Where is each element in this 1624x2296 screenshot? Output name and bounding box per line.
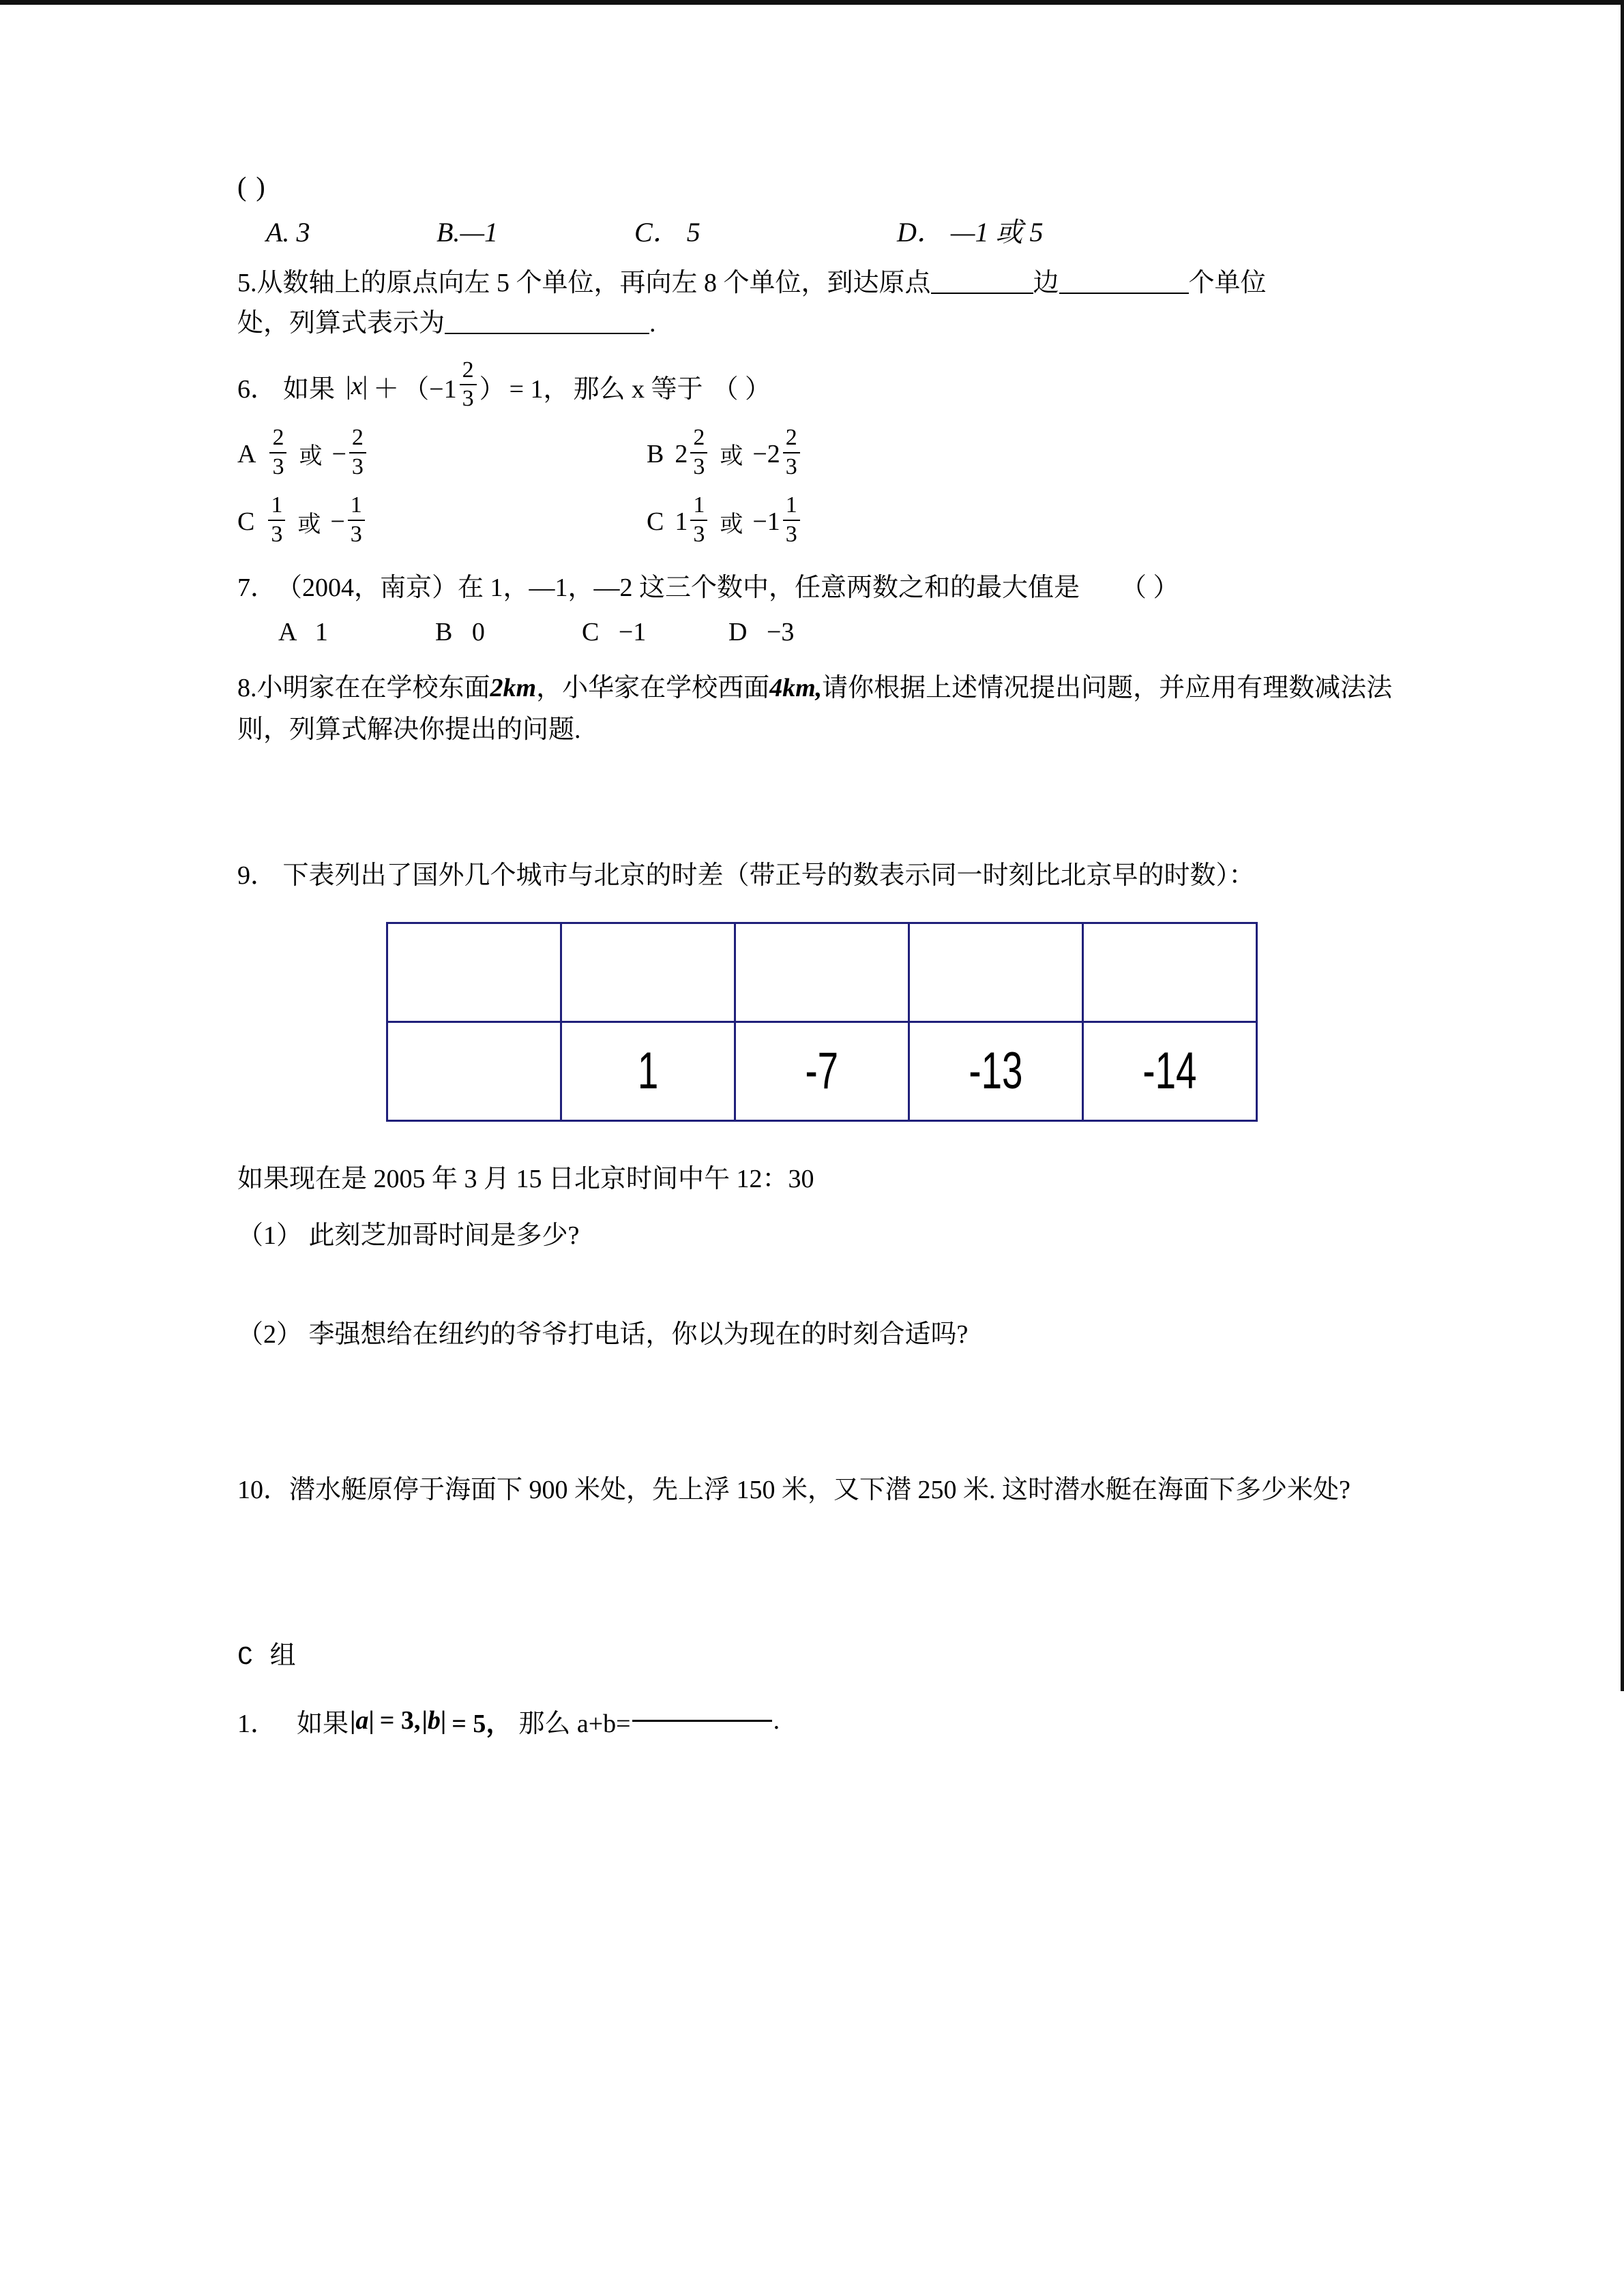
q9-sub-question-2: （2） 李强想给在纽约的爷爷打电话，你以为现在的时刻合适吗? [237,1320,969,1349]
q6-open-paren: （−1 [403,374,457,404]
q6-opt-d-frac-1: $\frac{1}{3}$ [690,494,707,546]
q6-abs-x: | x | [344,371,369,401]
question-8 [237,668,1397,751]
table-cell[interactable] [735,923,909,1022]
table-cell[interactable]: -14 [1083,1022,1257,1120]
q6-number: 6． [237,374,277,404]
q7-choices [278,617,1411,647]
q6-opt-c-frac-2: $\frac{1}{3}$ [348,494,365,546]
group-c-heading: C 组 [237,1642,297,1672]
table-cell[interactable] [909,923,1083,1022]
q6-plus: ＋ [373,374,400,404]
q7-number: 7． [237,573,277,602]
q6-options-row-1 [237,425,1411,480]
q5-blank-2[interactable] [1059,293,1189,294]
question-9-stem [237,854,1411,891]
q5-number: 5. [237,269,257,297]
q4-choice-c: C． 5 [634,217,700,248]
group-c-item-1 [237,1702,1411,1740]
table-row [387,923,1257,1022]
q8-text-1: 小明家在在学校东面 [256,673,490,702]
q8-text-2: ，小华家在学校西面 [536,673,770,702]
q6-options-row-2 [237,492,1411,548]
q7-choice-b: B 0 [435,617,485,646]
question-6-stem [237,357,1411,413]
q4-answer-paren: ( ) [237,171,267,202]
q4-choice-d: D． —1 或 5 [897,217,1044,248]
q5-text-5: . [649,308,656,338]
table-cell[interactable]: -13 [909,1022,1083,1120]
c1-lead: 如果 [297,1709,349,1738]
q5-blank-3[interactable] [445,333,649,334]
c1-number: 1． [237,1709,277,1738]
q9-text: 下表列出了国外几个城市与北京的时差（带正号的数表示同一时刻比北京早的时数）： [282,861,1255,890]
q6-equals: = 1， [509,374,570,404]
q6-tail: 那么 x 等于 [573,374,703,404]
table-cell[interactable]: 1 [561,1022,735,1120]
page-scan-edge-top [0,0,1624,5]
table-cell[interactable]: -7 [735,1022,909,1120]
q6-opt-d-frac-2: $\frac{1}{3}$ [783,494,800,546]
q6-option-a: A $\frac{2}{3}$ 或 − $\frac{2}{3}$ [237,428,647,480]
page-content [237,170,1411,1740]
q4-choices [266,211,1411,250]
c1-abs-b: | b | [420,1705,447,1735]
q7-choice-c: C −1 [582,617,647,646]
q9-condition: 如果现在是 2005 年 3 月 15 日北京时间中午 12：30 [237,1164,814,1193]
c1-eq-a: = 3, [379,1706,421,1735]
page-scan-edge-right [1621,0,1624,1691]
q6-option-d: C 1 $\frac{1}{3}$ 或 − 1 $\frac{1}{3}$ [647,495,803,548]
q8-number: 8. [237,673,257,702]
q7-text: （2004，南京）在 1，—1，—2 这三个数中，任意两数之和的最大值是 [276,573,1080,602]
q10-text: 潜水艇原停于海面下 900 米处，先上浮 150 米，又下潜 250 米. 这时潜水艇在海面下多少米处? [289,1475,1350,1504]
q6-option-b: B 2 $\frac{2}{3}$ 或 − 2 $\frac{2}{3}$ [647,428,803,480]
q6-opt-b-frac-2: $\frac{2}{3}$ [783,426,800,479]
c1-eq-b: = 5， [452,1709,512,1738]
q5-text-2: 边 [1033,269,1059,297]
q9-sub-question-1: （1） 此刻芝加哥时间是多少? [237,1221,580,1250]
question-10 [237,1470,1397,1511]
q5-text-1: 从数轴上的原点向左 5 个单位，再向左 8 个单位，到达原点 [256,269,931,297]
q9-number: 9． [237,861,277,890]
table-cell[interactable] [387,923,561,1022]
q6-opt-a-frac-2: $\frac{2}{3}$ [349,426,366,479]
q4-choice-a: A. 3 [266,217,310,248]
q5-blank-1[interactable] [931,293,1033,294]
table-cell[interactable] [1083,923,1257,1022]
q6-paren: （ ） [712,374,771,404]
timezone-table [386,922,1258,1122]
q10-number: 10． [237,1475,290,1504]
q4-choice-b: B.—1 [437,217,499,248]
question-5 [237,263,1397,344]
q6-option-c: C $\frac{1}{3}$ 或 − $\frac{1}{3}$ [237,495,647,548]
question-7-stem [237,566,1411,603]
q7-paren: （ ） [1121,573,1179,602]
q7-choice-a: A 1 [278,617,328,646]
q8-unit-2: 4km, [769,673,823,702]
q6-lead: 如果 [283,374,336,404]
q6-opt-a-frac-1: $\frac{2}{3}$ [269,426,286,479]
c1-blank[interactable] [632,1720,772,1722]
q8-text-3: 请你根据上述情况提出问题，并应用有理数减法法则，列算式解决你提出的问题. [237,673,1393,745]
q5-text-3: 个单位 [1188,269,1267,297]
table-cell[interactable] [561,923,735,1022]
q5-text-4: 处，列算式表示为 [237,308,445,338]
q6-close-paren: ） [479,374,505,404]
q6-fraction: $\frac{2}{3}$ [460,359,477,411]
table-row [387,1022,1257,1120]
c1-period: . [773,1706,780,1735]
q6-opt-b-frac-1: $\frac{2}{3}$ [690,426,707,479]
c1-abs-a: | a | [349,1705,376,1735]
table-cell[interactable] [387,1022,561,1120]
c1-tail: 那么 a+b= [518,1709,631,1738]
q7-choice-d: D −3 [728,617,795,646]
q8-unit-1: 2km [490,673,537,702]
q6-opt-c-frac-1: $\frac{1}{3}$ [268,494,285,546]
